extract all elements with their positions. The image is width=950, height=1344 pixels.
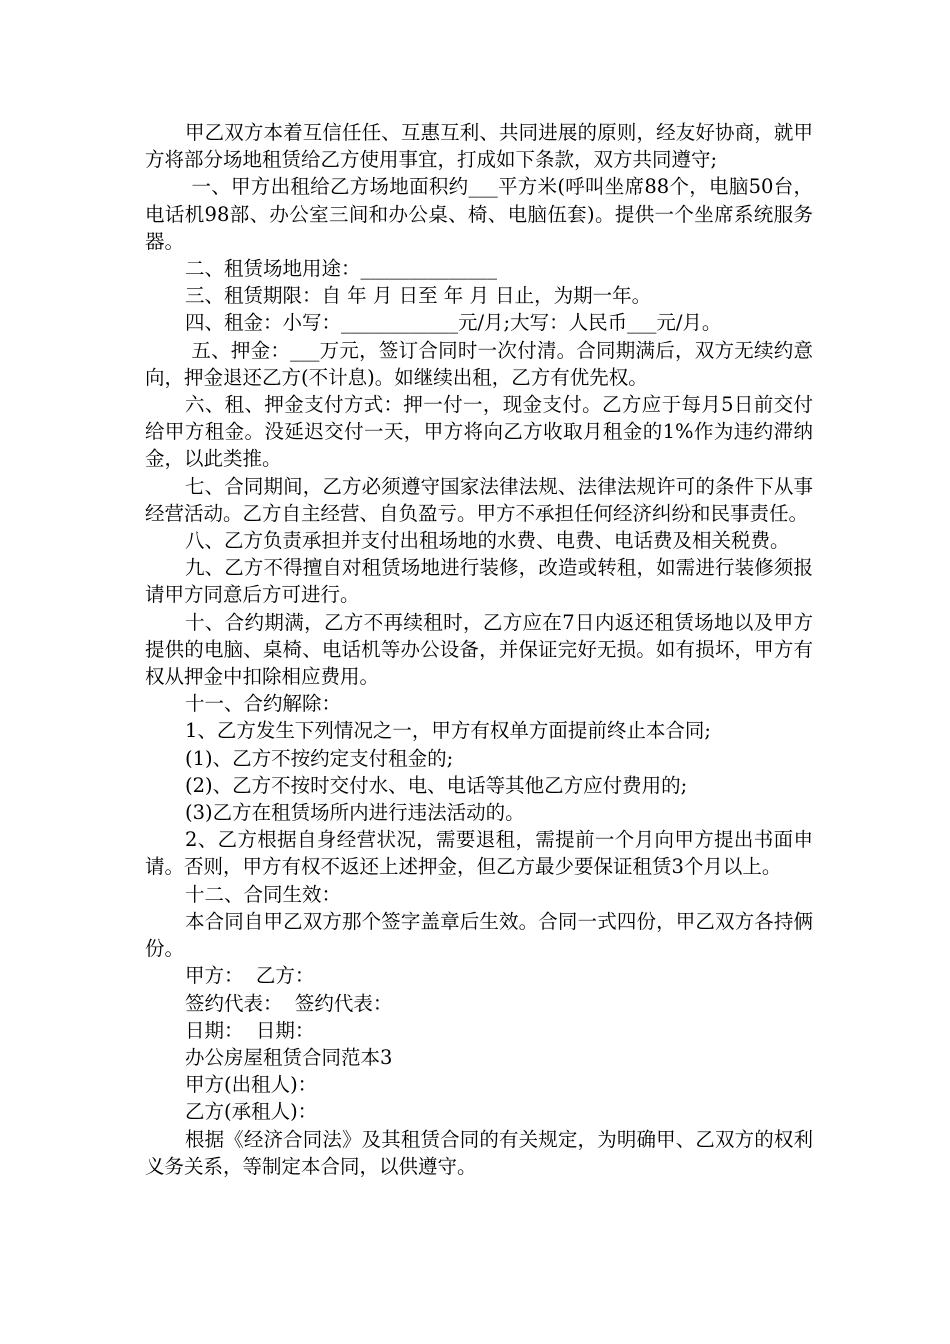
paragraph-clause-4: 四、租金：小写：____________元/月;大写：人民币___元/月。 bbox=[184, 311, 722, 335]
paragraph-clause-11-1-a: (1)、乙方不按约定支付租金的; bbox=[184, 746, 454, 770]
paragraph-clause-6: 六、租、押金支付方式：押一付一，现金支付。乙方应于每月5日前交付给甲方租金。没延迟交付一天，甲方将向乙方收取月租金的1%作为违约滞纳金，以此类推。 bbox=[145, 393, 813, 471]
paragraph-clause-12: 十二、合同生效： bbox=[184, 882, 341, 906]
paragraph-clause-12-body: 本合同自甲乙双方那个签字盖章后生效。合同一式四份，甲乙双方各持俩份。 bbox=[145, 909, 813, 961]
paragraph-clause-11-1: 1、乙方发生下列情况之一，甲方有权单方面提前终止本合同; bbox=[184, 719, 711, 743]
section-title-template-3: 办公房屋租赁合同范本3 bbox=[184, 1045, 393, 1069]
paragraph-clause-3: 三、租赁期限：自 年 月 日至 年 月 日止，为期一年。 bbox=[184, 284, 652, 308]
paragraph-clause-1: 一、甲方出租给乙方场地面积约___平方米(呼叫坐席88个，电脑50台，电话机98部、办公室三间和办公桌、椅、电脑伍套)。提供一个坐席系统服务器。 bbox=[145, 175, 813, 253]
paragraph-clause-8: 八、乙方负责承担并支付出租场地的水费、电费、电话费及相关税费。 bbox=[184, 529, 790, 553]
paragraph-clause-11-1-c: (3)乙方在租赁场所内进行违法活动的。 bbox=[184, 801, 525, 825]
paragraph-clause-11-1-b: (2)、乙方不按时交付水、电、电话等其他乙方应付费用的; bbox=[184, 773, 688, 797]
paragraph-clause-10: 十、合约期满，乙方不再续租时，乙方应在7日内返还租赁场地以及甲方提供的电脑、桌椅、电话机等办公设备，并保证完好无损。如有损坏，甲方有权从押金中扣除相应费用。 bbox=[145, 610, 813, 689]
party-a-lessor: 甲方(出租人)： bbox=[184, 1073, 318, 1097]
document-body bbox=[145, 119, 813, 1180]
signature-parties: 甲方： 乙方： bbox=[184, 964, 315, 988]
paragraph-clause-2: 二、租赁场地用途：______________ bbox=[184, 257, 497, 281]
paragraph-clause-5: 五、押金：___万元，签订合同时一次付清。合同期满后，双方无续约意向，押金退还乙方(不计息)。如继续出租，乙方有优先权。 bbox=[145, 338, 813, 389]
paragraph-clause-11-2: 2、乙方根据自身经营状况，需要退租，需提前一个月向甲方提出书面申请。否则，甲方有权不返还上述押金，但乙方最少要保证租赁3个月以上。 bbox=[145, 828, 813, 879]
paragraph-clause-11: 十一、合约解除： bbox=[184, 692, 341, 716]
paragraph-clause-9: 九、乙方不得擅自对租赁场地进行装修，改造或转租，如需进行装修须报请甲方同意后方可进行。 bbox=[145, 556, 813, 607]
party-b-lessee: 乙方(承租人)： bbox=[184, 1100, 318, 1124]
paragraph-intro: 甲乙双方本着互信任任、互惠互利、共同进展的原则，经友好协商，就甲方将部分场地租赁给乙方使用事宜，打成如下条款，双方共同遵守; bbox=[145, 121, 813, 172]
paragraph-clause-7: 七、合同期间，乙方必须遵守国家法律法规、法律法规许可的条件下从事经营活动。乙方自主经营、自负盈亏。甲方不承担任何经济纠纷和民事责任。 bbox=[145, 474, 813, 525]
paragraph-preamble: 根据《经济合同法》及其租赁合同的有关规定，为明确甲、乙双方的权利义务关系，等制定本合同，以供遵守。 bbox=[145, 1127, 813, 1178]
signature-representatives: 签约代表： 签约代表： bbox=[184, 991, 393, 1015]
signature-dates: 日期： 日期： bbox=[184, 1018, 315, 1042]
